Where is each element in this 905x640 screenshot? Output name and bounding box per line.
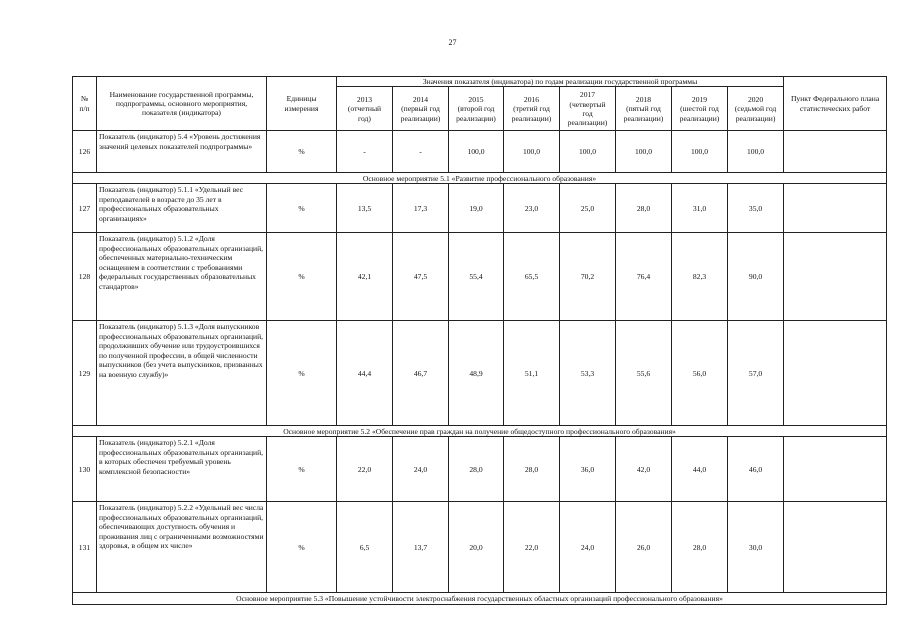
row-number: 127 (73, 184, 97, 233)
value-cell: 28,0 (672, 502, 728, 593)
value-cell: 46,0 (728, 437, 784, 502)
value-cell: - (337, 131, 393, 173)
value-cell: 44,0 (672, 437, 728, 502)
value-cell: 23,0 (504, 184, 560, 233)
unit-cell: % (267, 233, 337, 321)
indicator-name: Показатель (индикатор) 5.1.1 «Удельный вес преподавателей в возрасте до 35 лет в профессиональных образовательных организациях» (97, 184, 267, 233)
header-year: 2019 (шестой год реализации) (672, 87, 728, 131)
table-row (73, 131, 887, 173)
header-year: 2013 (отчетный год) (337, 87, 393, 131)
table-row (73, 321, 887, 426)
value-cell: 36,0 (560, 437, 616, 502)
value-cell: 55,4 (449, 233, 504, 321)
row-number: 130 (73, 437, 97, 502)
value-cell: 22,0 (504, 502, 560, 593)
value-cell: 100,0 (672, 131, 728, 173)
value-cell: 35,0 (728, 184, 784, 233)
value-cell: 17,3 (393, 184, 449, 233)
indicator-name: Показатель (индикатор) 5.1.3 «Доля выпускников профессиональных образовательных организаций, продолживших обучение или трудоустроившихся по полученной профессии, в общей численности выпускников (без учета выпускников, призванных на военную службу)» (97, 321, 267, 426)
indicator-name: Показатель (индикатор) 5.1.2 «Доля профессиональных образовательных организаций, обеспеченных материально-техническим оснащением в соответствии с требованиями федеральных государственных образовательных стандартов» (97, 233, 267, 321)
value-cell: 28,0 (449, 437, 504, 502)
header-year: 2017 (четвертый год реализации) (560, 87, 616, 131)
value-cell: 57,0 (728, 321, 784, 426)
indicator-name: Показатель (индикатор) 5.2.2 «Удельный вес числа профессиональных образовательных организаций, обеспечивающих доступность обучения и проживания лиц с ограниченными возможностями здоровья, в общем их числе» (97, 502, 267, 593)
value-cell: 13,5 (337, 184, 393, 233)
section-title: Основное мероприятие 5.1 «Развитие профессионального образования» (73, 173, 887, 184)
unit-cell: % (267, 437, 337, 502)
federal-cell (784, 437, 887, 502)
value-cell: 100,0 (616, 131, 672, 173)
value-cell: 100,0 (449, 131, 504, 173)
indicator-name: Показатель (индикатор) 5.2.1 «Доля профессиональных образовательных организаций, в которых обеспечен требуемый уровень комплексной безопасности» (97, 437, 267, 502)
section-row (73, 426, 887, 437)
header-name: Наименование государственной программы, подпрограммы, основного мероприятия, показателя (индикатора) (97, 77, 267, 131)
value-cell: 22,0 (337, 437, 393, 502)
value-cell: 28,0 (504, 437, 560, 502)
indicators-table (72, 76, 887, 605)
row-number: 131 (73, 502, 97, 593)
value-cell: 76,4 (616, 233, 672, 321)
indicator-name: Показатель (индикатор) 5.4 «Уровень достижения значений целевых показателей подпрограммы» (97, 131, 267, 173)
value-cell: 31,0 (672, 184, 728, 233)
table-body (73, 131, 887, 605)
value-cell: 44,4 (337, 321, 393, 426)
value-cell: 25,0 (560, 184, 616, 233)
value-cell: 24,0 (560, 502, 616, 593)
value-cell: 55,6 (616, 321, 672, 426)
value-cell: 30,0 (728, 502, 784, 593)
value-cell: 13,7 (393, 502, 449, 593)
table-row (73, 233, 887, 321)
row-number: 126 (73, 131, 97, 173)
header-year: 2020 (седьмой год реализации) (728, 87, 784, 131)
value-cell: 100,0 (728, 131, 784, 173)
value-cell: 65,5 (504, 233, 560, 321)
value-cell: 82,3 (672, 233, 728, 321)
federal-cell (784, 233, 887, 321)
value-cell: 24,0 (393, 437, 449, 502)
header-num: № п/п (73, 77, 97, 131)
federal-cell (784, 502, 887, 593)
value-cell: 47,5 (393, 233, 449, 321)
section-row (73, 173, 887, 184)
value-cell: 53,3 (560, 321, 616, 426)
table-row (73, 437, 887, 502)
header-unit: Единицы измерения (267, 77, 337, 131)
unit-cell: % (267, 131, 337, 173)
table-header (73, 77, 887, 131)
value-cell: 100,0 (560, 131, 616, 173)
value-cell: 26,0 (616, 502, 672, 593)
header-year: 2016 (третий год реализации) (504, 87, 560, 131)
unit-cell: % (267, 184, 337, 233)
header-year: 2014 (первый год реализации) (393, 87, 449, 131)
table-row (73, 502, 887, 593)
value-cell: 70,2 (560, 233, 616, 321)
value-cell: 90,0 (728, 233, 784, 321)
header-year: 2018 (пятый год реализации) (616, 87, 672, 131)
value-cell: 19,0 (449, 184, 504, 233)
header-year: 2015 (второй год реализации) (449, 87, 504, 131)
federal-cell (784, 131, 887, 173)
federal-cell (784, 321, 887, 426)
page-number: 27 (448, 38, 457, 47)
value-cell: 28,0 (616, 184, 672, 233)
value-cell: 48,9 (449, 321, 504, 426)
value-cell: 42,1 (337, 233, 393, 321)
value-cell: 51,1 (504, 321, 560, 426)
value-cell: 100,0 (504, 131, 560, 173)
value-cell: - (393, 131, 449, 173)
value-cell: 20,0 (449, 502, 504, 593)
header-federal: Пункт Федерального плана статистических работ (784, 77, 887, 131)
table-row (73, 184, 887, 233)
federal-cell (784, 184, 887, 233)
section-title: Основное мероприятие 5.2 «Обеспечение прав граждан на получение общедоступного профессионального образования» (73, 426, 887, 437)
unit-cell: % (267, 502, 337, 593)
section-row (73, 593, 887, 605)
value-cell: 46,7 (393, 321, 449, 426)
section-title: Основное мероприятие 5.3 «Повышение устойчивости электроснабжения государственных областных организаций профессионального образования» (73, 593, 887, 605)
row-number: 129 (73, 321, 97, 426)
unit-cell: % (267, 321, 337, 426)
row-number: 128 (73, 233, 97, 321)
header-values-group: Значения показателя (индикатора) по годам реализации государственной программы (337, 77, 784, 87)
value-cell: 6,5 (337, 502, 393, 593)
value-cell: 42,0 (616, 437, 672, 502)
value-cell: 56,0 (672, 321, 728, 426)
